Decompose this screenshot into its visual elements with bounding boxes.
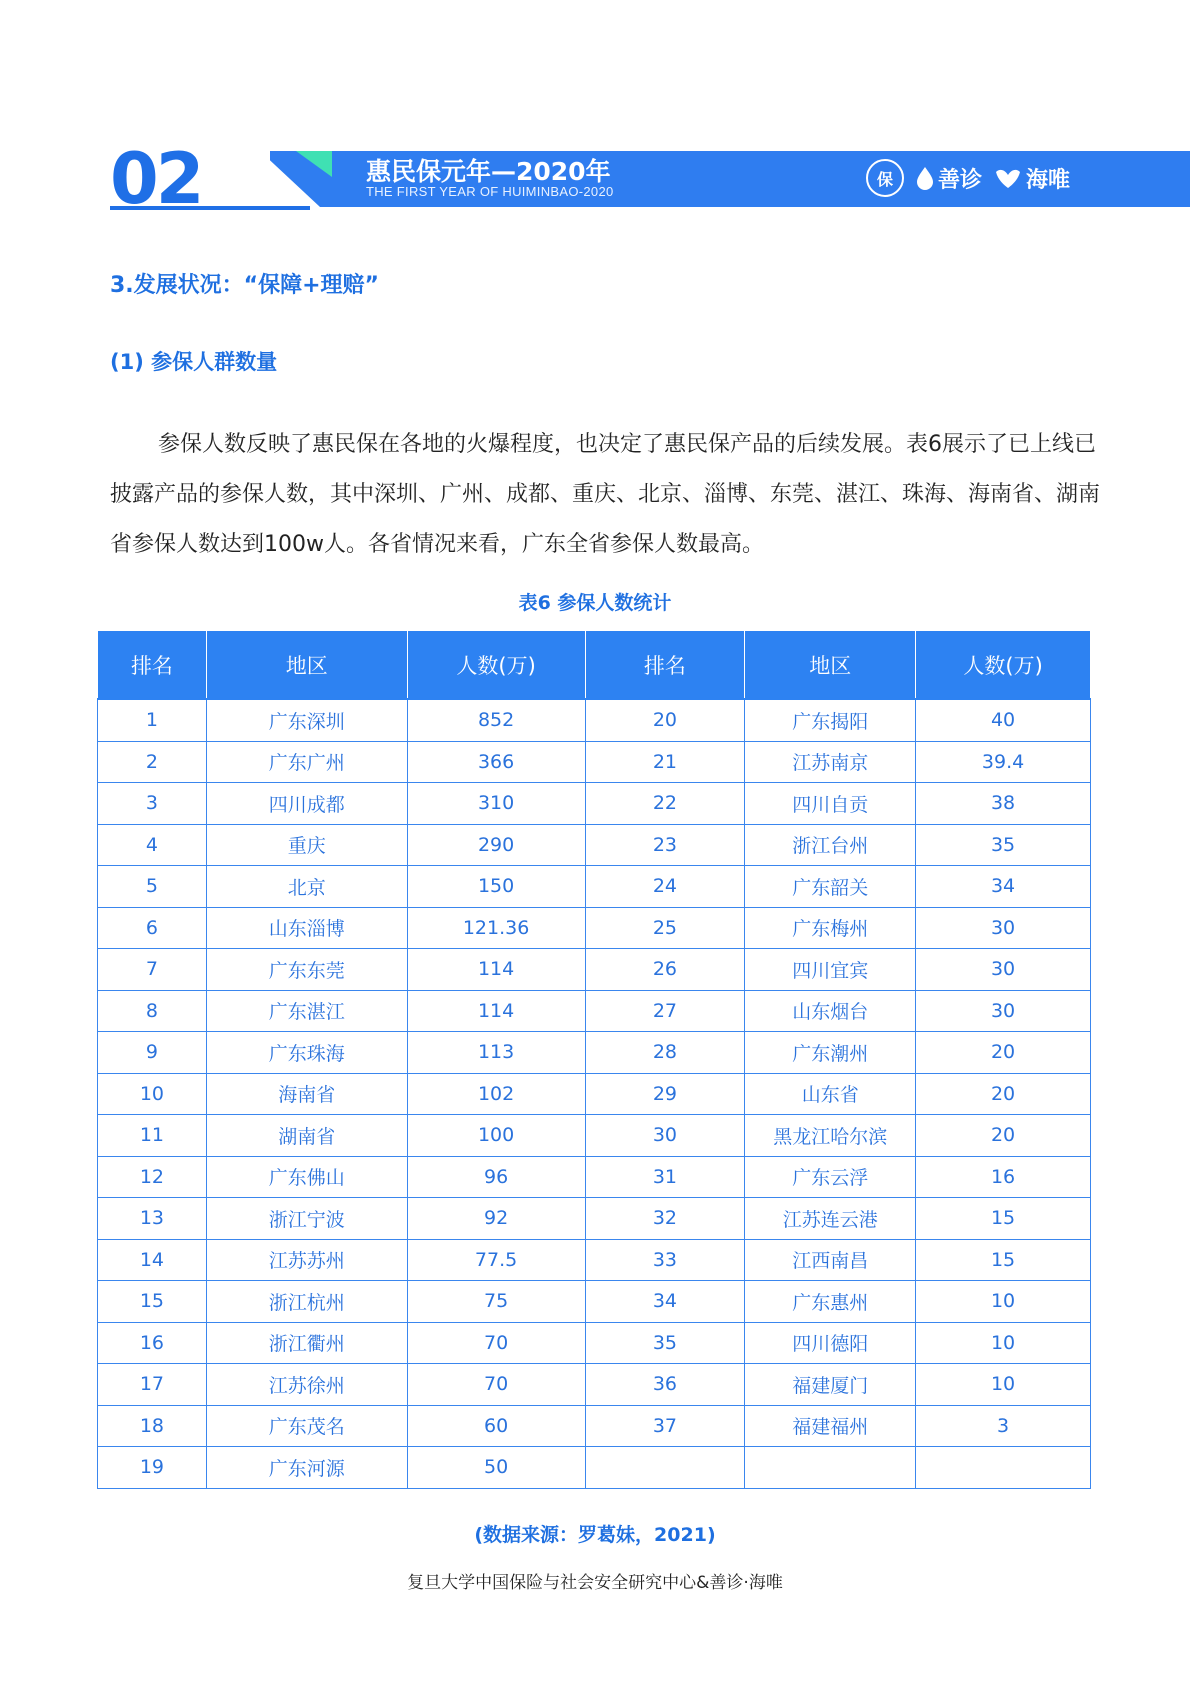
table-row xyxy=(98,1073,1091,1115)
table-cell: 15 xyxy=(916,1239,1091,1281)
table-cell: 24 xyxy=(585,866,745,908)
table-cell: 10 xyxy=(916,1281,1091,1323)
page-footer: 复旦大学中国保险与社会安全研究中心&善诊·海唯 xyxy=(407,1573,783,1593)
table-cell: 6 xyxy=(98,907,207,949)
table-cell: 8 xyxy=(98,990,207,1032)
table-cell: 20 xyxy=(585,699,745,741)
table-cell: 25 xyxy=(585,907,745,949)
table-cell: 40 xyxy=(916,699,1091,741)
banner-subtitle: THE FIRST YEAR OF HUIMINBAO-2020 xyxy=(366,184,614,199)
table-cell: 38 xyxy=(916,783,1091,825)
heart-bird-icon xyxy=(994,166,1022,190)
sub-heading: (1) 参保人群数量 xyxy=(110,350,278,374)
table-cell: 9 xyxy=(98,1032,207,1074)
table-cell: 70 xyxy=(407,1364,585,1406)
table-cell: 28 xyxy=(585,1032,745,1074)
table-cell: 35 xyxy=(916,824,1091,866)
table-cell: 31 xyxy=(585,1156,745,1198)
table-cell: 102 xyxy=(407,1073,585,1115)
table-cell: 23 xyxy=(585,824,745,866)
table-cell xyxy=(745,1447,916,1489)
table-cell: 114 xyxy=(407,949,585,991)
header-region: 地区 xyxy=(206,631,407,700)
table-cell: 江苏南京 xyxy=(745,741,916,783)
table-cell: 290 xyxy=(407,824,585,866)
table-cell: 10 xyxy=(916,1364,1091,1406)
haiwei-logo: 海唯 xyxy=(994,163,1070,194)
table-caption: 表6 参保人数统计 xyxy=(518,592,672,614)
table-cell: 50 xyxy=(407,1447,585,1489)
table-cell: 广东东莞 xyxy=(206,949,407,991)
table-cell: 852 xyxy=(407,699,585,741)
table-cell: 山东省 xyxy=(745,1073,916,1115)
table-cell: 广东深圳 xyxy=(206,699,407,741)
table-cell: 四川德阳 xyxy=(745,1322,916,1364)
table-cell: 70 xyxy=(407,1322,585,1364)
table-cell: 20 xyxy=(916,1032,1091,1074)
table-cell: 山东烟台 xyxy=(745,990,916,1032)
table-cell: 34 xyxy=(916,866,1091,908)
table-cell: 四川自贡 xyxy=(745,783,916,825)
table-cell: 36 xyxy=(585,1364,745,1406)
table-cell: 29 xyxy=(585,1073,745,1115)
table-cell: 15 xyxy=(916,1198,1091,1240)
table-cell: 广东佛山 xyxy=(206,1156,407,1198)
table-cell: 10 xyxy=(916,1322,1091,1364)
table-row xyxy=(98,907,1091,949)
table-cell: 21 xyxy=(585,741,745,783)
header-region-2: 地区 xyxy=(745,631,916,700)
table-cell: 四川宜宾 xyxy=(745,949,916,991)
table-cell: 30 xyxy=(916,990,1091,1032)
shanzhen-logo: 善诊 xyxy=(916,163,982,194)
section-heading: 3.发展状况：“保障+理赔” xyxy=(110,273,380,298)
table-cell: 30 xyxy=(916,949,1091,991)
table-cell: 60 xyxy=(407,1405,585,1447)
table-cell: 96 xyxy=(407,1156,585,1198)
table-cell: 广东韶关 xyxy=(745,866,916,908)
table-row xyxy=(98,1447,1091,1489)
table-cell: 广东潮州 xyxy=(745,1032,916,1074)
table-cell: 广东茂名 xyxy=(206,1405,407,1447)
table-cell: 3 xyxy=(916,1405,1091,1447)
table-cell: 浙江宁波 xyxy=(206,1198,407,1240)
table-cell: 10 xyxy=(98,1073,207,1115)
body-paragraph: 参保人数反映了惠民保在各地的火爆程度，也决定了惠民保产品的后续发展。表6展示了已上线已披露产品的参保人数，其中深圳、广州、成都、重庆、北京、淄博、东莞、湛江、珠海、海南省、湖南省参保人数达到100w人。各省情况来看，广东全省参保人数最高。 xyxy=(110,432,1101,557)
banner-title: 惠民保元年—2020年 xyxy=(366,157,611,186)
table-row xyxy=(98,1364,1091,1406)
table-cell: 75 xyxy=(407,1281,585,1323)
table-cell: 150 xyxy=(407,866,585,908)
partner-logos xyxy=(866,158,1070,198)
table-cell: 广东湛江 xyxy=(206,990,407,1032)
table-row xyxy=(98,949,1091,991)
table-row xyxy=(98,1322,1091,1364)
table-cell: 30 xyxy=(916,907,1091,949)
table-cell: 19 xyxy=(98,1447,207,1489)
table-cell: 3 xyxy=(98,783,207,825)
table-row xyxy=(98,990,1091,1032)
university-seal-icon: 保 xyxy=(866,159,904,197)
table-cell: 浙江衢州 xyxy=(206,1322,407,1364)
table-cell: 广东云浮 xyxy=(745,1156,916,1198)
table-cell: 广东河源 xyxy=(206,1447,407,1489)
header-rank-2: 排名 xyxy=(585,631,745,700)
table-cell: 33 xyxy=(585,1239,745,1281)
table-cell: 江苏连云港 xyxy=(745,1198,916,1240)
table-cell: 114 xyxy=(407,990,585,1032)
table-cell: 121.36 xyxy=(407,907,585,949)
header-count: 人数(万) xyxy=(407,631,585,700)
table-cell: 16 xyxy=(98,1322,207,1364)
table-row xyxy=(98,1405,1091,1447)
table-cell: 16 xyxy=(916,1156,1091,1198)
table-cell: 27 xyxy=(585,990,745,1032)
table-row xyxy=(98,741,1091,783)
table-cell: 13 xyxy=(98,1198,207,1240)
header-count-2: 人数(万) xyxy=(916,631,1091,700)
table-cell: 广东梅州 xyxy=(745,907,916,949)
table-cell: 江西南昌 xyxy=(745,1239,916,1281)
table-cell: 26 xyxy=(585,949,745,991)
table-cell: 黑龙江哈尔滨 xyxy=(745,1115,916,1157)
table-row xyxy=(98,866,1091,908)
table-cell: 37 xyxy=(585,1405,745,1447)
table-cell: 5 xyxy=(98,866,207,908)
table-cell: 重庆 xyxy=(206,824,407,866)
table-cell: 310 xyxy=(407,783,585,825)
table-cell: 18 xyxy=(98,1405,207,1447)
table-cell: 32 xyxy=(585,1198,745,1240)
table-cell: 100 xyxy=(407,1115,585,1157)
table-header-row xyxy=(98,631,1091,700)
table-cell: 77.5 xyxy=(407,1239,585,1281)
chapter-banner xyxy=(110,138,1084,220)
table-cell: 江苏苏州 xyxy=(206,1239,407,1281)
table-cell: 山东淄博 xyxy=(206,907,407,949)
table-row xyxy=(98,1281,1091,1323)
header-rank: 排名 xyxy=(98,631,207,700)
source-note: (数据来源：罗葛妹，2021) xyxy=(474,1524,716,1546)
table-cell: 11 xyxy=(98,1115,207,1157)
table-row xyxy=(98,824,1091,866)
table-cell: 广东揭阳 xyxy=(745,699,916,741)
table-cell: 22 xyxy=(585,783,745,825)
table-cell: 四川成都 xyxy=(206,783,407,825)
table-cell: 14 xyxy=(98,1239,207,1281)
table-row xyxy=(98,783,1091,825)
table-row xyxy=(98,1115,1091,1157)
table-cell xyxy=(585,1447,745,1489)
table-cell xyxy=(916,1447,1091,1489)
table-cell: 35 xyxy=(585,1322,745,1364)
table-cell: 浙江杭州 xyxy=(206,1281,407,1323)
table-cell: 20 xyxy=(916,1115,1091,1157)
table-cell: 4 xyxy=(98,824,207,866)
table-row xyxy=(98,1156,1091,1198)
table-row xyxy=(98,1032,1091,1074)
table-cell: 广东珠海 xyxy=(206,1032,407,1074)
table-cell: 366 xyxy=(407,741,585,783)
table-cell: 江苏徐州 xyxy=(206,1364,407,1406)
banner-accent-triangle xyxy=(296,151,332,177)
table-cell: 2 xyxy=(98,741,207,783)
table-cell: 福建福州 xyxy=(745,1405,916,1447)
table-cell: 北京 xyxy=(206,866,407,908)
table-cell: 福建厦门 xyxy=(745,1364,916,1406)
table-cell: 广东惠州 xyxy=(745,1281,916,1323)
table-cell: 30 xyxy=(585,1115,745,1157)
table-cell: 1 xyxy=(98,699,207,741)
table-cell: 海南省 xyxy=(206,1073,407,1115)
table-cell: 113 xyxy=(407,1032,585,1074)
table-cell: 浙江台州 xyxy=(745,824,916,866)
table-cell: 12 xyxy=(98,1156,207,1198)
table-cell: 39.4 xyxy=(916,741,1091,783)
table-cell: 92 xyxy=(407,1198,585,1240)
table-cell: 15 xyxy=(98,1281,207,1323)
table-cell: 广东广州 xyxy=(206,741,407,783)
table-cell: 20 xyxy=(916,1073,1091,1115)
section-number: 02 xyxy=(110,138,202,220)
table-cell: 34 xyxy=(585,1281,745,1323)
enrollment-table xyxy=(97,630,1091,1489)
table-cell: 17 xyxy=(98,1364,207,1406)
table-row xyxy=(98,1198,1091,1240)
table-cell: 湖南省 xyxy=(206,1115,407,1157)
table-row xyxy=(98,1239,1091,1281)
water-drop-icon xyxy=(916,166,934,190)
table-cell: 7 xyxy=(98,949,207,991)
table-row xyxy=(98,699,1091,741)
